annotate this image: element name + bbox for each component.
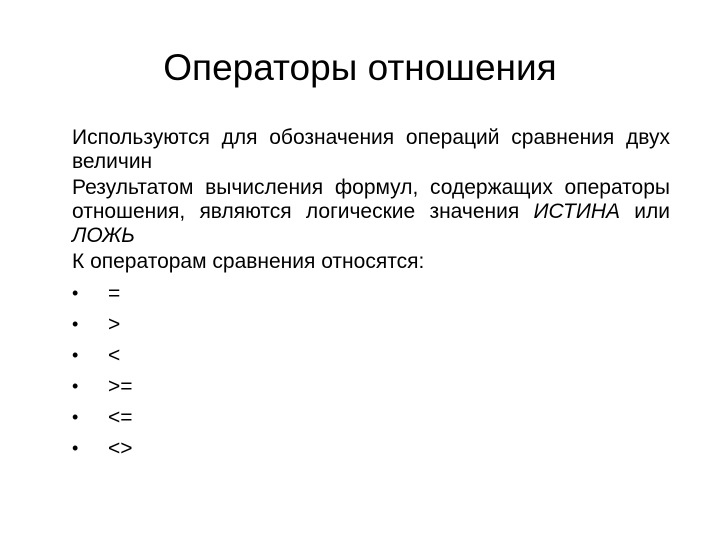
slide-title: Операторы отношения [163, 47, 557, 88]
paragraph-result [72, 176, 670, 248]
bullet-icon: • [72, 345, 79, 365]
bullet-icon: • [72, 283, 79, 303]
word-or: или [620, 200, 670, 223]
operators-list [72, 278, 670, 464]
list-item [72, 433, 670, 464]
bullet-icon: • [72, 376, 79, 396]
paragraph-operators-intro: К операторам сравнения относятся: [72, 250, 425, 273]
bullet-icon: • [72, 314, 79, 334]
slide-body [72, 126, 670, 464]
operator-less-equal: <= [108, 406, 133, 429]
value-true: ИСТИНА [533, 200, 621, 223]
operator-less: < [108, 344, 121, 367]
bullet-icon: • [72, 407, 79, 427]
paragraph-result-text: Результатом вычисления формул, содержащих операторы отношения, являются логические значения [72, 176, 670, 223]
list-item [72, 278, 670, 309]
operator-greater-equal: >= [108, 375, 133, 398]
list-item [72, 402, 670, 433]
paragraph-purpose: Используются для обозначения операций сравнения двух величин [72, 126, 670, 173]
bullet-icon: • [72, 438, 79, 458]
list-item [72, 309, 670, 340]
value-false: ЛОЖЬ [72, 224, 135, 247]
operator-greater: > [108, 313, 121, 336]
list-item [72, 371, 670, 402]
list-item [72, 340, 670, 371]
operator-not-equal: <> [108, 437, 133, 460]
operator-equal: = [108, 282, 121, 305]
